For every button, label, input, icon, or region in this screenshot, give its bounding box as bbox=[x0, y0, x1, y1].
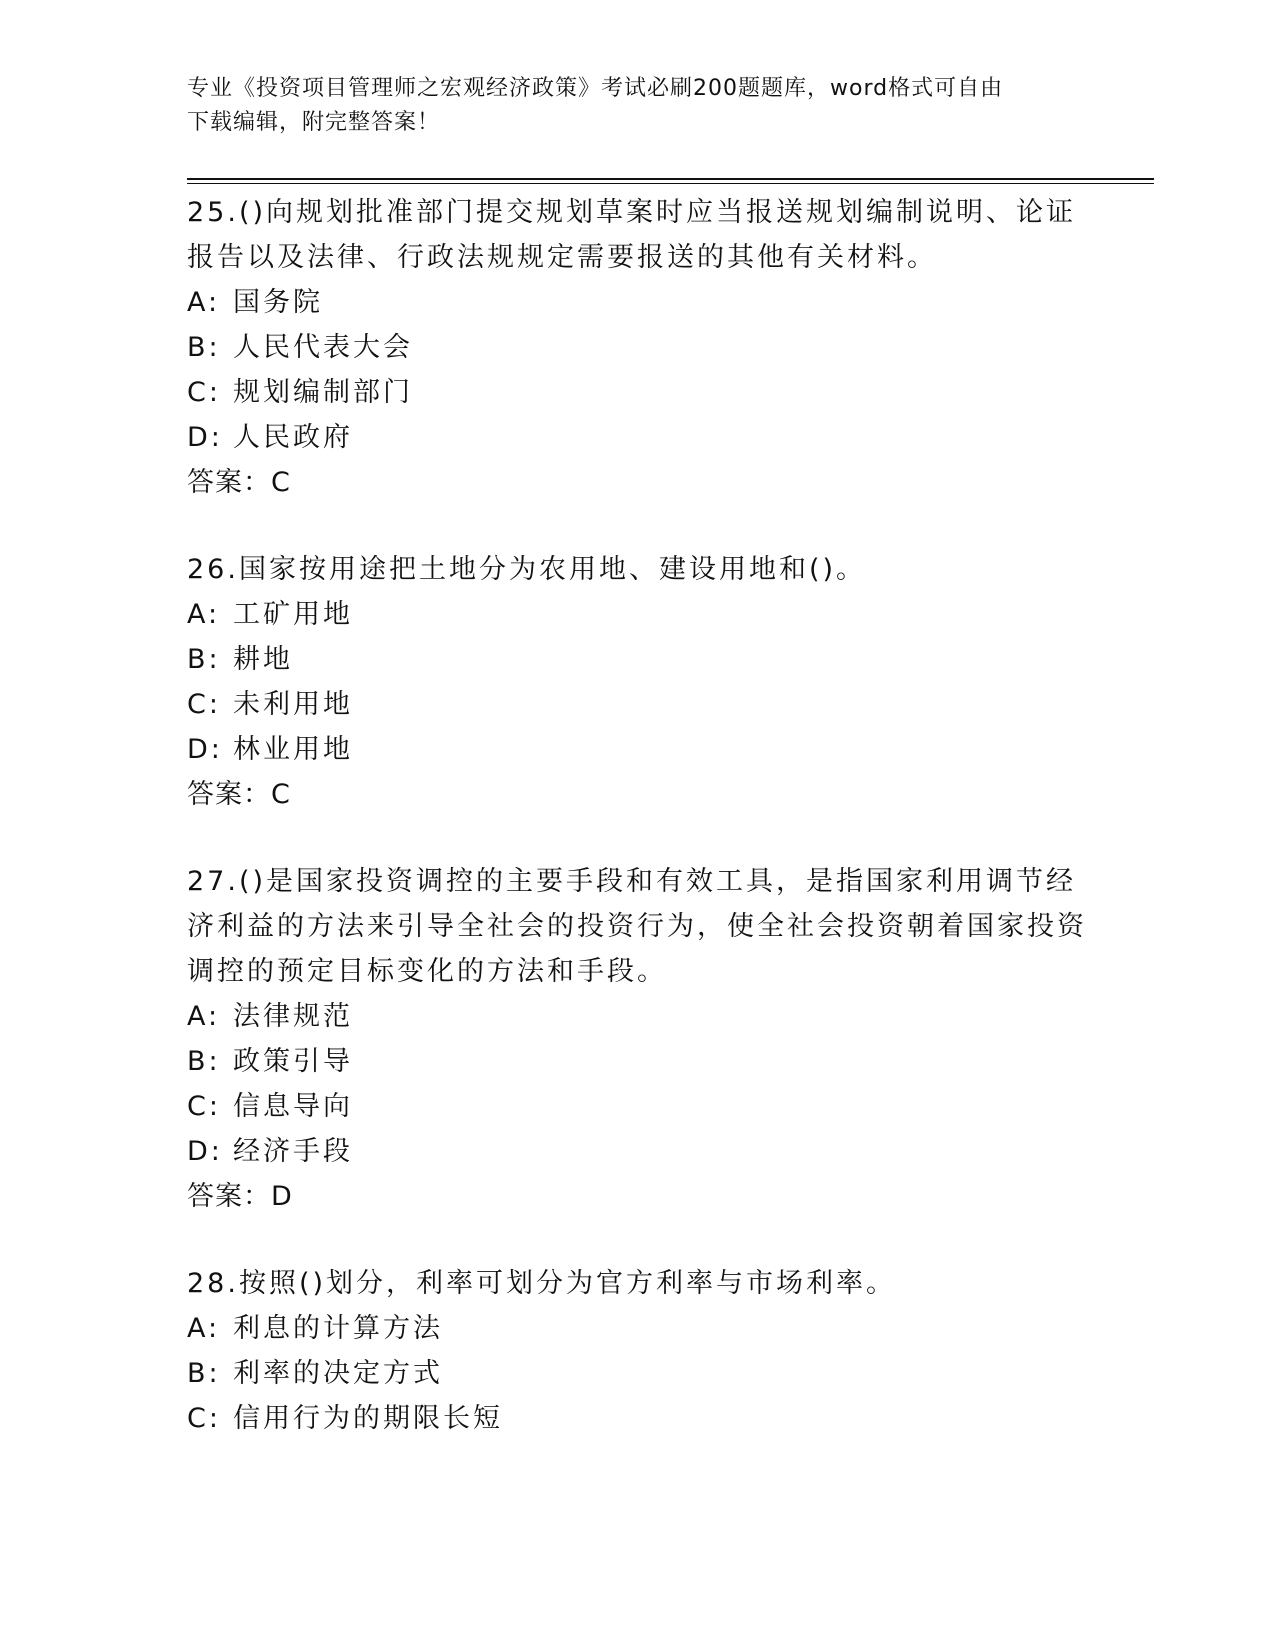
answer-line: 答案：C bbox=[187, 779, 291, 810]
option-c bbox=[187, 682, 1087, 727]
question-25 bbox=[187, 190, 1087, 505]
option-key: D: bbox=[187, 734, 223, 765]
option-text: 国务院 bbox=[233, 287, 323, 318]
option-b bbox=[187, 1039, 1087, 1084]
option-text: 人民代表大会 bbox=[233, 332, 413, 363]
answer-line: 答案：C bbox=[187, 467, 291, 498]
option-key: A: bbox=[187, 1313, 221, 1344]
option-d bbox=[187, 727, 1087, 772]
option-key: D: bbox=[187, 1136, 223, 1167]
option-c bbox=[187, 1396, 1087, 1441]
option-key: C: bbox=[187, 1403, 221, 1434]
header-line-2: 下载编辑，附完整答案！ bbox=[187, 110, 441, 135]
option-key: B: bbox=[187, 1046, 221, 1077]
option-key: D: bbox=[187, 422, 223, 453]
option-text: 政策引导 bbox=[233, 1046, 353, 1077]
option-text: 法律规范 bbox=[233, 1001, 353, 1032]
option-text: 信用行为的期限长短 bbox=[233, 1403, 503, 1434]
question-26 bbox=[187, 547, 1087, 817]
option-key: A: bbox=[187, 287, 221, 318]
option-text: 利息的计算方法 bbox=[233, 1313, 443, 1344]
question-text: 28.按照()划分，利率可划分为官方利率与市场利率。 bbox=[187, 1268, 897, 1299]
option-b bbox=[187, 637, 1087, 682]
option-d bbox=[187, 1129, 1087, 1174]
option-key: C: bbox=[187, 1091, 221, 1122]
header-rule-thin bbox=[187, 183, 1154, 184]
option-b bbox=[187, 325, 1087, 370]
question-text: 25.()向规划批准部门提交规划草案时应当报送规划编制说明、论证报告以及法律、行政法规规定需要报送的其他有关材料。 bbox=[187, 197, 1077, 273]
option-c bbox=[187, 370, 1087, 415]
question-27 bbox=[187, 859, 1087, 1219]
option-key: C: bbox=[187, 689, 221, 720]
answer-line: 答案：D bbox=[187, 1181, 293, 1212]
option-a bbox=[187, 1306, 1087, 1351]
option-key: C: bbox=[187, 377, 221, 408]
option-text: 林业用地 bbox=[233, 734, 353, 765]
option-b bbox=[187, 1351, 1087, 1396]
option-key: B: bbox=[187, 644, 221, 675]
question-text: 26.国家按用途把土地分为农用地、建设用地和()。 bbox=[187, 554, 867, 585]
option-c bbox=[187, 1084, 1087, 1129]
question-text: 27.()是国家投资调控的主要手段和有效工具，是指国家利用调节经济利益的方法来引导全社会的投资行为，使全社会投资朝着国家投资调控的预定目标变化的方法和手段。 bbox=[187, 866, 1087, 987]
option-text: 规划编制部门 bbox=[233, 377, 413, 408]
header-line-1: 专业《投资项目管理师之宏观经济政策》考试必刷200题题库，word格式可自由 bbox=[187, 76, 1004, 101]
option-d bbox=[187, 415, 1087, 460]
option-text: 利率的决定方式 bbox=[233, 1358, 443, 1389]
option-text: 经济手段 bbox=[233, 1136, 353, 1167]
option-key: B: bbox=[187, 1358, 221, 1389]
option-key: A: bbox=[187, 599, 221, 630]
option-text: 耕地 bbox=[233, 644, 293, 675]
question-28 bbox=[187, 1261, 1087, 1441]
document-header bbox=[187, 72, 1067, 140]
option-a bbox=[187, 592, 1087, 637]
header-rule-thick bbox=[187, 178, 1154, 180]
option-text: 未利用地 bbox=[233, 689, 353, 720]
option-a bbox=[187, 280, 1087, 325]
option-a bbox=[187, 994, 1087, 1039]
option-text: 信息导向 bbox=[233, 1091, 353, 1122]
question-list bbox=[187, 190, 1087, 1483]
option-text: 人民政府 bbox=[233, 422, 353, 453]
option-key: A: bbox=[187, 1001, 221, 1032]
option-key: B: bbox=[187, 332, 221, 363]
option-text: 工矿用地 bbox=[233, 599, 353, 630]
